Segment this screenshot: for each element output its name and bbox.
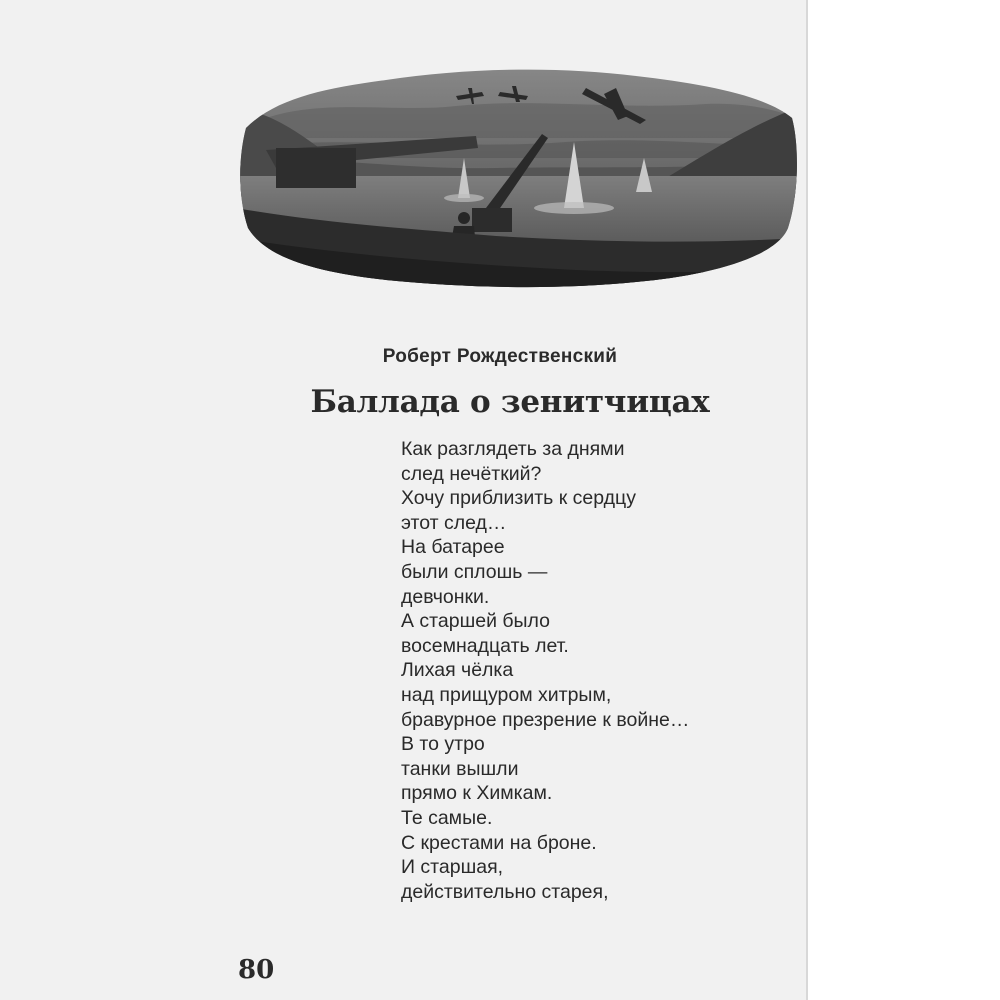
poem-line: танки вышли [401, 757, 519, 780]
poem-line: этот след… [401, 511, 507, 534]
poem-line: Как разглядеть за днями [401, 438, 625, 460]
poem-line: восемнадцать лет. [401, 634, 569, 657]
poem-line: Хочу приблизить к сердцу [401, 487, 636, 510]
poem-line: В то утро [401, 733, 485, 756]
poem-text [401, 437, 689, 904]
poem-line: Лихая чёлка [401, 659, 514, 682]
poem-line: На батарее [401, 536, 505, 559]
poem-line: прямо к Химкам. [401, 782, 553, 805]
page-number: 80 [238, 955, 275, 985]
poem-line: А старшей было [401, 610, 551, 633]
author-name: Роберт Рождественский [382, 346, 618, 367]
poem-line: С крестами на броне. [401, 831, 597, 854]
poem-line: действительно старея, [401, 880, 609, 903]
poem-line: Те самые. [401, 806, 493, 829]
page-edge [806, 0, 808, 1000]
anti-aircraft-battery-illustration [236, 58, 802, 298]
poem-line: И старшая, [401, 856, 504, 879]
poem-line: бравурное презрение к войне… [401, 708, 690, 731]
poem-line: были сплошь — [401, 560, 548, 583]
poem-line: след нечёткий? [401, 462, 542, 485]
poem-line: девчонки. [401, 585, 490, 608]
poem-title: Баллада о зенитчицах [310, 384, 710, 420]
poem-line: над прищуром хитрым, [401, 683, 612, 706]
